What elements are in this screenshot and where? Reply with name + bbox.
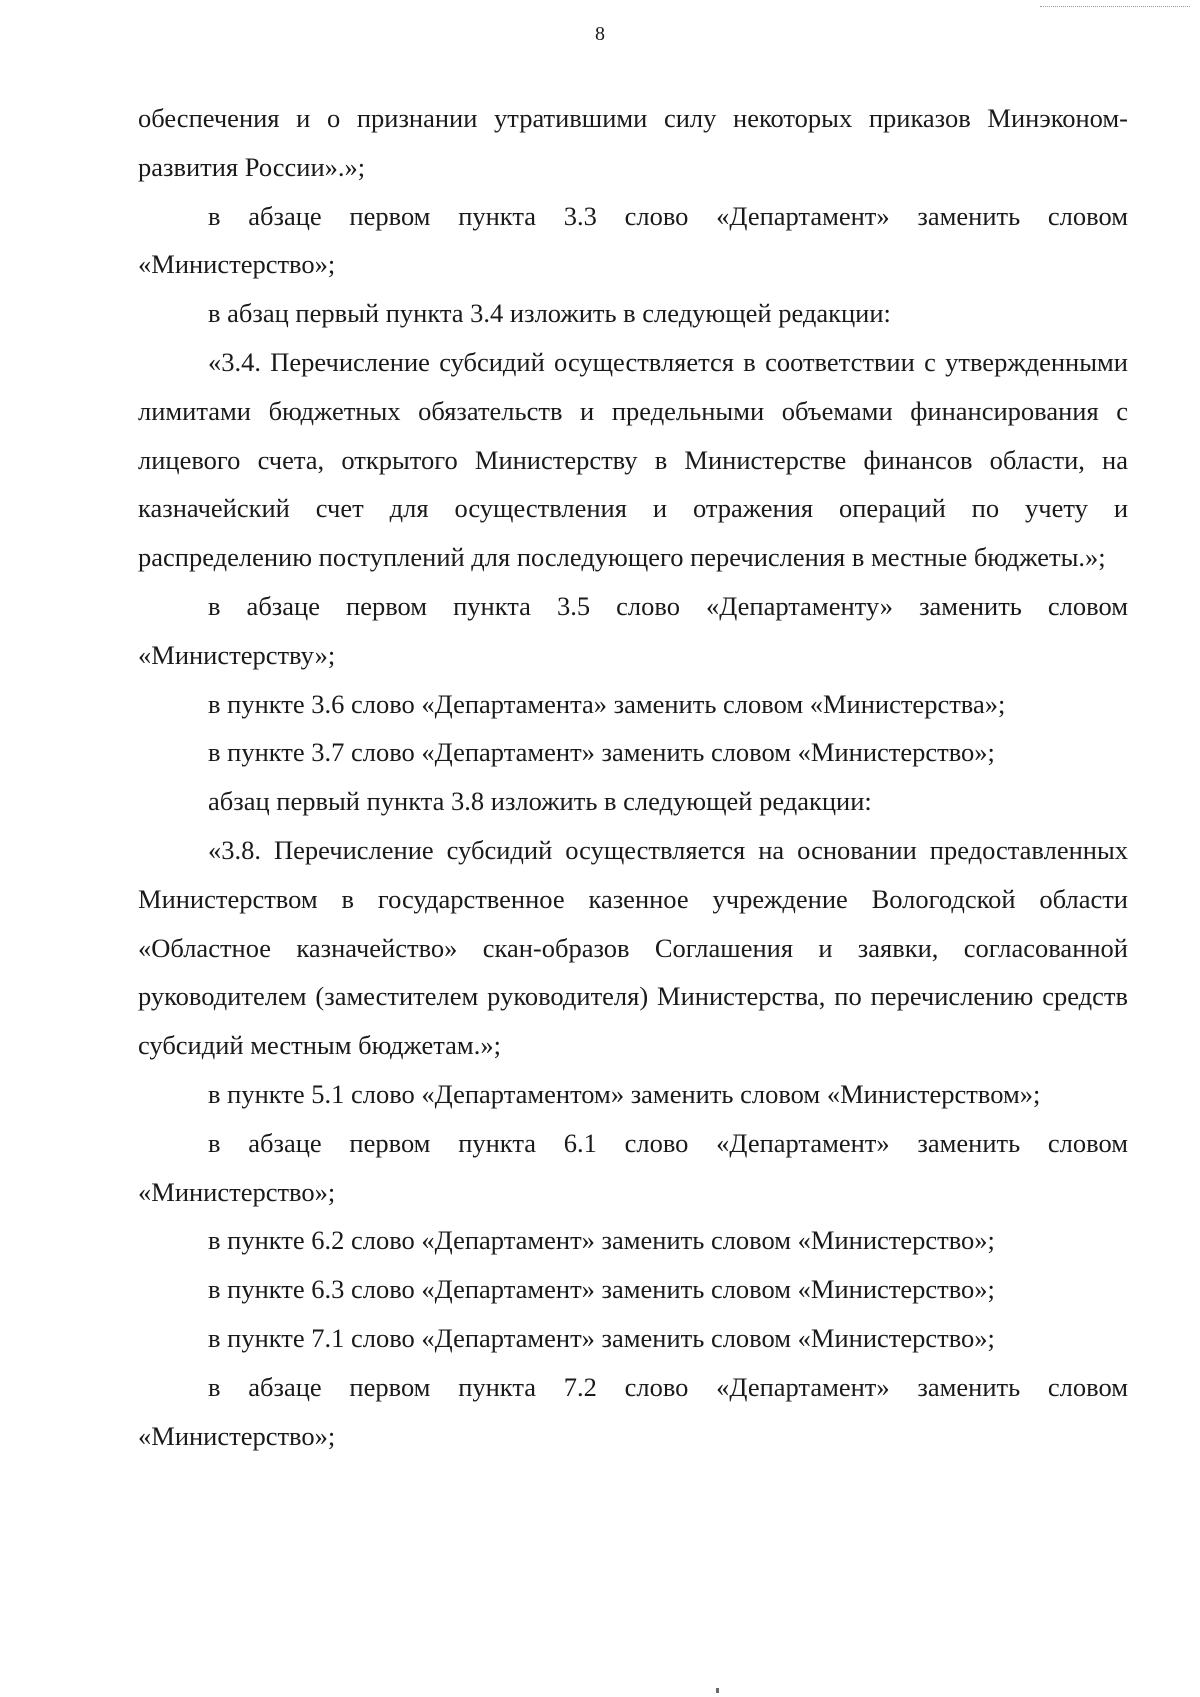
paragraph-item-3-5: в абзаце первом пункта 3.5 слово «Департаменту» заменить словом «Министерству»;: [138, 590, 1128, 670]
paragraph-item-3-8-text: «3.8. Перечисление субсидий осуществляется на основании предоставленных Министерством в государственное казенное учреждение Вологодской области «Областное казначейство» скан-образов Соглашения и заявки, согласованной руководителем (заместителем руководителя) Министерства, по перечислению средств субсидий местным бюджетам.»;: [138, 834, 1128, 1061]
paragraph-item-6-1: в абзаце первом пункта 6.1 слово «Департамент» заменить словом «Министерство»;: [138, 1127, 1128, 1207]
paragraph-item-6-2: в пункте 6.2 слово «Департамент» заменить словом «Министерство»;: [208, 1225, 995, 1256]
paragraph-item-3-6: в пункте 3.6 слово «Департамента» заменить словом «Министерства»;: [208, 688, 1006, 719]
scan-artifact-top: [1040, 0, 1190, 7]
paragraph-item-5-1: в пункте 5.1 слово «Департаментом» заменить словом «Министерством»;: [208, 1078, 1041, 1109]
paragraph-item-7-2: в абзаце первом пункта 7.2 слово «Департамент» заменить словом «Министерство»;: [138, 1371, 1128, 1451]
document-body: [138, 94, 1128, 1460]
scan-artifact-bottom: [716, 1688, 719, 1693]
paragraph-item-3-3: в абзаце первом пункта 3.3 слово «Департамент» заменить словом «Министерство»;: [138, 200, 1128, 280]
paragraph-item-3-4-text: «3.4. Перечисление субсидий осуществляется в соответствии с утвержденными лимитами бюджетных обязательств и предельными объемами финансирования с лицевого счета, открытого Министерству в Министерстве финансов области, на казначейский счет для осуществления и отражения операций по учету и распределению поступлений для последующего перечисления в местные бюджеты.»;: [138, 346, 1128, 573]
paragraph-continuation: обеспечения и о признании утратившими силу некоторых приказов Минэконом-развития России».»;: [138, 103, 1128, 182]
paragraph-item-6-3: в пункте 6.3 слово «Департамент» заменить словом «Министерство»;: [208, 1274, 995, 1305]
paragraph-item-7-1: в пункте 7.1 слово «Департамент» заменить словом «Министерство»;: [208, 1322, 995, 1353]
paragraph-item-3-8-intro: абзац первый пункта 3.8 изложить в следующей редакции:: [208, 786, 872, 817]
page-number: 8: [595, 23, 605, 45]
paragraph-item-3-7: в пункте 3.7 слово «Департамент» заменить словом «Министерство»;: [208, 737, 995, 768]
paragraph-item-3-4-intro: в абзац первый пункта 3.4 изложить в следующей редакции:: [208, 298, 891, 329]
